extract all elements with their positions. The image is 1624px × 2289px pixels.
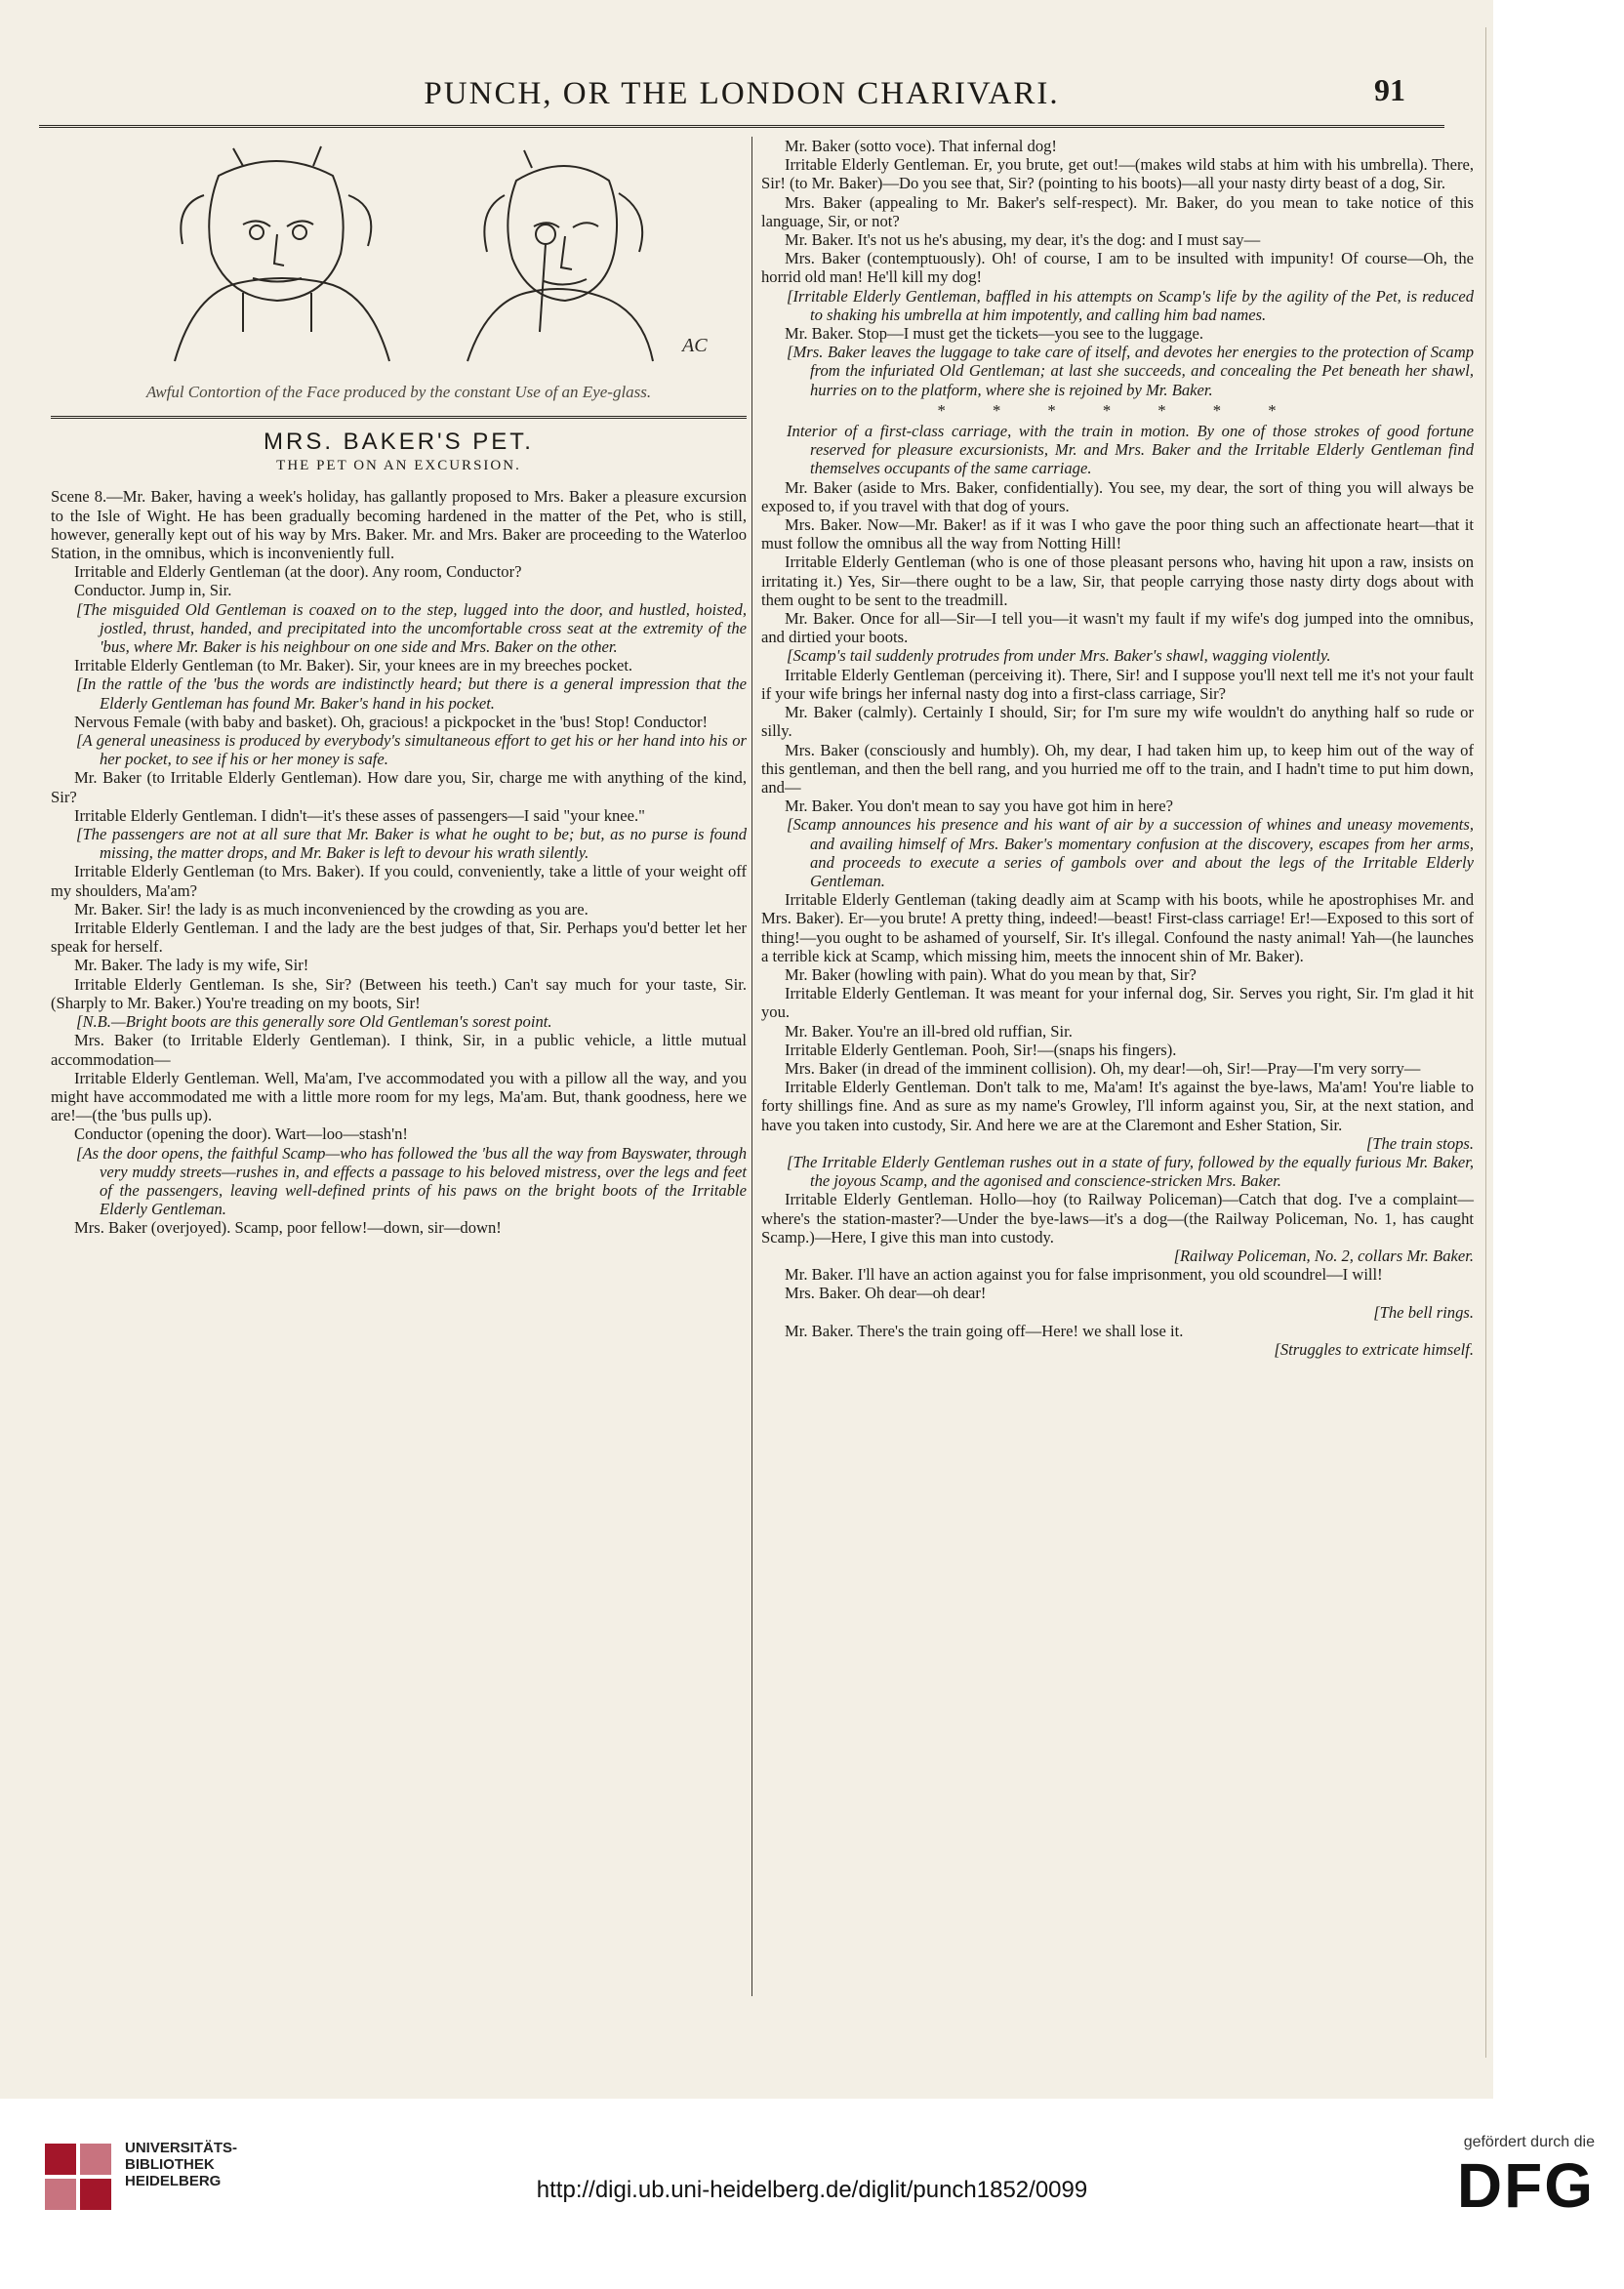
funder-label: gefördert durch die xyxy=(1463,2134,1595,2150)
article-subtitle: THE PET ON AN EXCURSION. xyxy=(276,458,521,474)
section-rule xyxy=(51,416,747,419)
dialogue-line: Irritable Elderly Gentleman. It was meant for your infernal dog, Sir. Serves you right, Sir. I'm glad it hit you. xyxy=(761,984,1474,1022)
dialogue-line: Irritable Elderly Gentleman. I didn't—it's these asses of passengers—I said "your knee." xyxy=(74,805,645,825)
dialogue-line: Irritable Elderly Gentleman. Is she, Sir? (Between his teeth.) Can't say much for your taste, Sir. (Sharply to Mr. Baker.) You're treading on my boots, Sir! xyxy=(51,974,747,1012)
dialogue-line: Irritable and Elderly Gentleman (at the door). Any room, Conductor? xyxy=(74,562,522,582)
dialogue-line: Mrs. Baker. Now—Mr. Baker! as if it was I who gave the poor thing such an affectionate heart—that it must follow the omnibus all the way from Notting Hill! xyxy=(761,515,1474,553)
caricature-illustration xyxy=(58,137,741,371)
dialogue-line: Mr. Baker (howling with pain). What do you mean by that, Sir? xyxy=(785,964,1197,984)
dialogue-line: Mr. Baker (calmly). Certainly I should, Sir; for I'm sure my wife wouldn't do anything half so rude or silly. xyxy=(761,703,1474,741)
stage-direction: [Scamp announces his presence and his want of air by a succession of whines and uneasy movements, and availing himself of Mrs. Baker's momentary confusion at the discovery, escapes from her arms, and proceeds to execute a series of gambols over and about the legs of the Irritable Elderly Gentleman. xyxy=(787,815,1474,890)
dialogue-line: Irritable Elderly Gentleman (who is one of those pleasant persons who, having hit upon a raw, insists on irritating it.) Yes, Sir—there ought to be a law, Sir, that people carrying those nasty dirty dogs about with them ought to be sent to the treadmill. xyxy=(761,552,1474,609)
dialogue-line: Mr. Baker. It's not us he's abusing, my dear, it's the dog: and I must say— xyxy=(785,230,1261,250)
dialogue-line: Irritable Elderly Gentleman (taking deadly aim at Scamp with his boots, while he apostrophises Mr. and Mrs. Baker). Er—you brute! A pretty thing, indeed!—beast! First-class carriage! Er!—Exposed to this sort of thing!—you ought to be ashamed of yourself, Sir. It's illegal. Confound the nasty animal! Yah—(he launches a terrible kick at Scamp, which missing him, meets the innocent shin of Mr. Baker). xyxy=(761,890,1474,965)
digitization-footer xyxy=(0,2099,1624,2289)
source-url-link[interactable]: http://digi.ub.uni-heidelberg.de/diglit/punch1852/0099 xyxy=(536,2177,1088,2203)
illustration-caption: Awful Contortion of the Face produced by the constant Use of an Eye-glass. xyxy=(145,383,652,401)
column-divider xyxy=(751,137,752,1996)
scene-break: * * * * * * * xyxy=(937,400,1298,420)
running-title: PUNCH, OR THE LONDON CHARIVARI. xyxy=(424,76,1060,111)
article-title: MRS. BAKER'S PET. xyxy=(264,429,534,455)
dialogue-line: Mrs. Baker (appealing to Mr. Baker's self-respect). Mr. Baker, do you mean to take notice of this language, Sir, or not? xyxy=(761,192,1474,230)
stage-direction: [The Irritable Elderly Gentleman rushes out in a state of fury, followed by the equally furious Mr. Baker, the joyous Scamp, and the agonised and conscience-stricken Mrs. Baker. xyxy=(787,1152,1474,1191)
dialogue-line: Mr. Baker (sotto voce). That infernal dog! xyxy=(785,137,1057,155)
dialogue-line: Mr. Baker. Sir! the lady is as much inconvenienced by the crowding as you are. xyxy=(74,899,589,919)
stage-direction: [Irritable Elderly Gentleman, baffled in his attempts on Scamp's life by the agility of the Pet, is reduced to shaking his umbrella at him impotently, and calling him bad names. xyxy=(787,286,1474,324)
svg-text:AC: AC xyxy=(681,335,708,356)
dialogue-line: Mrs. Baker (consciously and humbly). Oh, my dear, I had taken him up, to keep him out of the way of this gentleman, and then the bell rang, and you hurried me off to the train, and I hadn't time to put him down, and— xyxy=(761,740,1474,797)
stage-direction: [A general uneasiness is produced by everybody's simultaneous effort to get his or her hand into his or her pocket, to see if his or her money is safe. xyxy=(76,731,747,769)
dialogue-line: Irritable Elderly Gentleman (to Mrs. Baker). If you could, conveniently, take a little of your weight off my shoulders, Ma'am? xyxy=(51,862,747,900)
dialogue-line: Mr. Baker. You're an ill-bred old ruffian, Sir. xyxy=(785,1021,1073,1041)
stage-direction: [As the door opens, the faithful Scamp—who has followed the 'bus all the way from Bayswater, through very muddy streets—rushes in, and effects a passage to his beloved mistress, over the legs and feet of the passengers, leaving well-defined prints of his paws on the bright boots of the Irritable Elderly Gentleman. xyxy=(76,1143,747,1219)
dialogue-line: Mr. Baker. There's the train going off—Here! we shall lose it. xyxy=(785,1321,1184,1340)
stage-direction: [The train stops. xyxy=(1365,1133,1474,1153)
dialogue-line: Nervous Female (with baby and basket). Oh, gracious! a pickpocket in the 'bus! Stop! Conductor! xyxy=(74,712,709,731)
page-number: 91 xyxy=(1374,72,1405,107)
stage-direction: [Struggles to extricate himself. xyxy=(1274,1340,1474,1359)
scene-direction: Scene 8.—Mr. Baker, having a week's holiday, has gallantly proposed to Mrs. Baker a pleasure excursion to the Isle of Wight. He has been gradually becoming hardened in the matter of the Pet, who is still, however, generally kept out of his way by Mrs. Baker. Mr. and Mrs. Baker are proceeding to the Waterloo Station, in the omnibus, which is inconveniently full. xyxy=(51,487,747,563)
page-header xyxy=(39,70,1444,128)
dialogue-line: Mr. Baker. Once for all—Sir—I tell you—it wasn't my fault if my wife's dog jumped into the omnibus, and dirtied your boots. xyxy=(761,609,1474,647)
dialogue-line: Irritable Elderly Gentleman. Pooh, Sir!—(snaps his fingers). xyxy=(785,1040,1177,1059)
dialogue-line: Mrs. Baker (overjoyed). Scamp, poor fellow!—down, sir—down! xyxy=(74,1218,502,1238)
dialogue-line: Mr. Baker. You don't mean to say you have got him in here? xyxy=(785,797,1173,816)
dialogue-line: Mr. Baker. The lady is my wife, Sir! xyxy=(74,956,309,975)
dialogue-line: Irritable Elderly Gentleman (perceiving it). There, Sir! and I suppose you'll next tell me it's not your fault if your wife brings her infernal nasty dog into a first-class carriage, Sir? xyxy=(761,665,1474,703)
stage-direction: [Scamp's tail suddenly protrudes from under Mrs. Baker's shawl, wagging violently. xyxy=(787,646,1331,666)
stage-direction: [Railway Policeman, No. 2, collars Mr. Baker. xyxy=(1173,1246,1474,1265)
dialogue-line: Conductor. Jump in, Sir. xyxy=(74,581,232,600)
dfg-logo: DFG xyxy=(1456,2150,1595,2221)
scene-direction: Interior of a first-class carriage, with the train in motion. By one of those strokes of good fortune reserved for pleasure excursionists, Mr. and Mrs. Baker and the Irritable Elderly Gentleman find themselves occupants of the same carriage. xyxy=(787,422,1474,478)
dialogue-line: Mrs. Baker (contemptuously). Oh! of course, I am to be insulted with impunity! Of course—Oh, the horrid old man! He'll kill my dog! xyxy=(761,249,1474,287)
dialogue-line: Irritable Elderly Gentleman. I and the lady are the best judges of that, Sir. Perhaps you'd better let her speak for herself. xyxy=(51,919,747,957)
stage-direction: [The bell rings. xyxy=(1373,1302,1474,1322)
left-column xyxy=(51,137,747,1238)
dialogue-line: Mr. Baker (to Irritable Elderly Gentleman). How dare you, Sir, charge me with anything of the kind, Sir? xyxy=(51,768,747,806)
stage-direction: [Mrs. Baker leaves the luggage to take care of itself, and devotes her energies to the protection of Scamp from the infuriated Old Gentleman; at last she succeeds, and concealing the Pet beneath her shawl, hurries on to the platform, where she is rejoined by Mr. Baker. xyxy=(787,343,1474,399)
two-heads-engraving xyxy=(58,137,741,371)
funder-block xyxy=(1400,2134,1595,2220)
dialogue-line: Mrs. Baker (to Irritable Elderly Gentleman). I think, Sir, in a public vehicle, a little mutual accommodation— xyxy=(51,1031,747,1069)
stage-direction: [The passengers are not at all sure that Mr. Baker is what he ought to be; but, as no purse is found missing, the matter drops, and Mr. Baker is left to devour his wrath silently. xyxy=(76,825,747,863)
dialogue-line: Irritable Elderly Gentleman. Don't talk to me, Ma'am! It's against the bye-laws, Ma'am! You're liable to forty shillings fine. And as sure as my name's Growley, I'll inform against you, Sir, at the next station, and have you taken into custody, Sir. And here we are at the Claremont and Esher Station, Sir. xyxy=(761,1078,1474,1134)
stage-direction: [The misguided Old Gentleman is coaxed on to the step, lugged into the door, and hustled, hoisted, jostled, thrust, handed, and precipitated into the uncomfortable cross seat at the extremity of the 'bus, where Mr. Baker is his neighbour on one side and Mrs. Baker on the other. xyxy=(76,599,747,657)
dialogue-line: Mr. Baker (aside to Mrs. Baker, confidentially). You see, my dear, the sort of thing you will always be exposed to, if you travel with that dog of yours. xyxy=(761,477,1474,515)
dialogue-line: Irritable Elderly Gentleman (to Mr. Baker). Sir, your knees are in my breeches pocket. xyxy=(74,656,633,675)
dialogue-line: Conductor (opening the door). Wart—loo—stash'n! xyxy=(74,1124,408,1144)
dialogue-line: Mr. Baker. Stop—I must get the tickets—you see to the luggage. xyxy=(785,324,1204,344)
stage-direction: [N.B.—Bright boots are this generally sore Old Gentleman's sorest point. xyxy=(76,1012,552,1032)
dialogue-line: Irritable Elderly Gentleman. Hollo—hoy (to Railway Policeman)—Catch that dog. I've a complaint—where's the station-master?—Under the bye-laws—it's a dog—(the Railway Policeman, No. 1, has caught Scamp.)—Here, I give this man into custody. xyxy=(761,1190,1474,1247)
dialogue-line: Irritable Elderly Gentleman. Well, Ma'am, I've accommodated you with a pillow all the way, and you might have accommodated me with a little more room for my legs, Ma'am. But, thank goodness, here we are!—(the 'bus pulls up). xyxy=(51,1068,747,1125)
stage-direction: [In the rattle of the 'bus the words are indistinctly heard; but there is a general impression that the Elderly Gentleman has found Mr. Baker's hand in his pocket. xyxy=(76,674,747,713)
dialogue-line: Irritable Elderly Gentleman. Er, you brute, get out!—(makes wild stabs at him with his umbrella). There, Sir! (to Mr. Baker)—Do you see that, Sir? (pointing to his boots)—all your nasty dirty beast of a dog, Sir. xyxy=(761,155,1474,193)
page-edge xyxy=(1485,27,1486,2058)
right-column xyxy=(761,137,1474,1359)
dialogue-line: Mrs. Baker. Oh dear—oh dear! xyxy=(785,1284,987,1303)
institution-name: UNIVERSITÄTS- BIBLIOTHEK HEIDELBERG xyxy=(125,2140,238,2189)
dialogue-line: Mrs. Baker (in dread of the imminent collision). Oh, my dear!—oh, Sir!—Pray—I'm very sorry— xyxy=(785,1058,1421,1078)
dialogue-line: Mr. Baker. I'll have an action against you for false imprisonment, you old scoundrel—I will! xyxy=(785,1265,1383,1285)
